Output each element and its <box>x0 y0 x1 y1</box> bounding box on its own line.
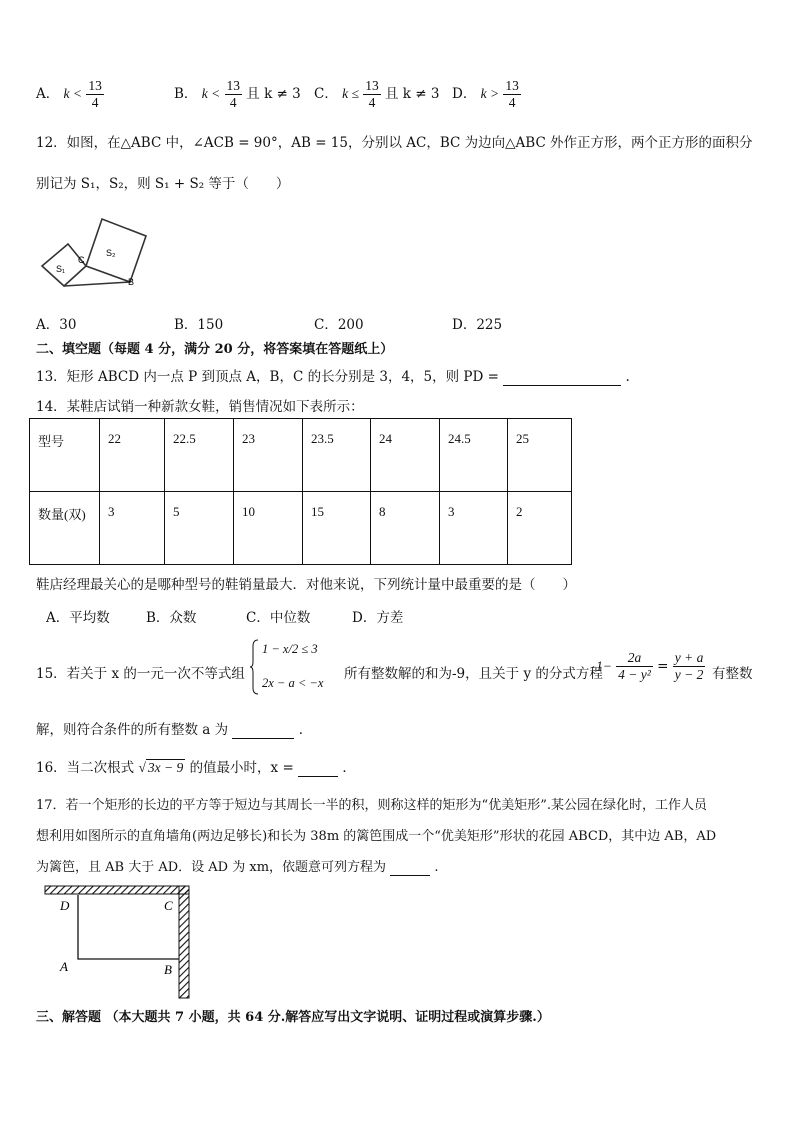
q13-answer-blank <box>503 369 621 386</box>
hypotenuse-ab <box>64 282 130 286</box>
fraction <box>363 78 381 111</box>
q17-line3-text: 为篱笆，且 AB 大于 AD．设 AD 为 xm，依题意可列方程为 <box>36 860 387 875</box>
q17-line3 <box>36 856 438 876</box>
denominator: 4 <box>229 95 237 110</box>
label-c: C <box>164 898 173 913</box>
q16-line <box>36 756 356 777</box>
fraction <box>225 78 243 111</box>
q15-line2 <box>36 718 312 739</box>
q13-question: 13．矩形 ABCD 内一点 P 到顶点 A，B，C 的长分别是 3，4，5，则 PD = <box>36 369 499 385</box>
square-s2 <box>86 219 146 282</box>
q15-line2-text: 解，则符合条件的所有整数 a 为 <box>36 722 229 738</box>
table-cell: 24 <box>371 419 440 492</box>
q15-inequality-2: 2x − a < −x <box>262 676 324 690</box>
table-cell: 8 <box>371 492 440 565</box>
table-row <box>30 419 572 492</box>
q11-option-a <box>36 78 104 111</box>
label-c: C <box>78 255 85 265</box>
q14-question: 鞋店经理最关心的是哪种型号的鞋销量最大．对他来说，下列统计量中最重要的是（ ） <box>36 577 576 593</box>
label-b: B <box>164 962 172 977</box>
table-cell: 24.5 <box>440 419 508 492</box>
q14-option-b: B．众数 <box>146 610 197 626</box>
table-header-size: 型号 <box>30 419 100 492</box>
q12-line1: 12．如图，在△ABC 中，∠ACB = 90°，AB = 15，分别以 AC，BC 为边向△ABC 外作正方形，两个正方形的面积分 <box>36 135 753 151</box>
table-cell: 3 <box>100 492 165 565</box>
table-row <box>30 492 572 565</box>
q12-option-c: C．200 <box>314 317 364 333</box>
q12-line2: 别记为 S₁，S₂，则 S₁ + S₂ 等于（ ） <box>36 176 290 192</box>
q17-answer-blank <box>390 860 430 876</box>
q15-inequality-1: 1 − x/2 ≤ 3 <box>262 642 318 656</box>
top-wall <box>45 886 189 894</box>
q14-option-a: A．平均数 <box>46 610 110 626</box>
table-cell: 22.5 <box>165 419 234 492</box>
right-wall <box>179 886 189 998</box>
table-cell: 10 <box>234 492 303 565</box>
option-label: A． <box>36 86 60 102</box>
label-s1: S₁ <box>56 264 66 274</box>
label-d: D <box>60 898 70 913</box>
option-label: C． <box>314 86 338 102</box>
q15-inequality-system <box>250 638 330 696</box>
q15-period: ． <box>298 722 313 738</box>
option-condition: 且 k ≠ 3 <box>385 86 440 102</box>
numerator: 13 <box>226 78 240 93</box>
table-cell: 23 <box>234 419 303 492</box>
table-cell: 15 <box>303 492 371 565</box>
section3-heading: 三、解答题 （本大题共 7 小题，共 64 分.解答应写出文字说明、证明过程或演算步骤.） <box>36 1010 550 1025</box>
q16-answer-blank <box>298 760 338 777</box>
table-cell: 2 <box>508 492 572 565</box>
numerator: 13 <box>365 78 379 93</box>
table-cell: 22 <box>100 419 165 492</box>
fraction <box>86 78 104 111</box>
option-expr: k < <box>63 86 83 101</box>
option-expr: k ≤ <box>342 86 359 101</box>
q15-suffix: 有整数 <box>712 666 753 682</box>
label-s2: S₂ <box>106 248 116 258</box>
table-cell: 3 <box>440 492 508 565</box>
q14-intro: 14．某鞋店试销一种新款女鞋，销售情况如下表所示： <box>36 399 364 415</box>
q14-option-d: D．方差 <box>352 610 404 626</box>
q16-radicand: 3x − 9 <box>147 760 184 775</box>
denominator: 4 <box>91 95 99 110</box>
fraction: $\frac{y + a}{y - 2}$ <box>674 650 704 682</box>
q16-after: 的值最小时，x = <box>189 760 294 776</box>
table-header-count: 数量(双) <box>30 492 100 565</box>
q12-figure <box>38 214 178 290</box>
option-label: B． <box>174 86 198 102</box>
q11-option-b <box>174 78 301 111</box>
q16-period: ． <box>342 760 356 776</box>
table-cell: 5 <box>165 492 234 565</box>
option-expr: k < <box>201 86 221 101</box>
fraction: $\frac{2a}{\text{4 − y²}}$ <box>618 650 651 682</box>
label-a: A <box>60 959 68 974</box>
q12-option-a: A．30 <box>36 317 77 333</box>
q17-line1: 17．若一个矩形的长边的平方等于短边与其周长一半的积，则称这样的矩形为“优美矩形”.某公园在绿化时，工作人员 <box>36 798 707 813</box>
shoe-sales-table <box>29 418 572 565</box>
q11-option-d <box>452 78 521 111</box>
q15-prefix: 15．若关于 x 的一元一次不等式组 <box>36 666 245 682</box>
q17-line2: 想利用如图所示的直角墙角(两边足够长)和长为 38m 的篱笆围成一个“优美矩形”形状的花园 ABCD，其中边 AB，AD <box>36 829 717 844</box>
fraction <box>503 78 521 111</box>
denominator: 4 <box>508 95 516 110</box>
q13-period: . <box>625 369 630 385</box>
table-cell: 23.5 <box>303 419 371 492</box>
q15-middle: 所有整数解的和为-9，且关于 y 的分式方程 <box>344 666 603 682</box>
option-condition: 且 k ≠ 3 <box>246 86 301 102</box>
q14-option-c: C．中位数 <box>246 610 311 626</box>
q12-option-b: B．150 <box>174 317 224 333</box>
q15-answer-blank <box>232 722 294 739</box>
option-label: D． <box>452 86 477 102</box>
sqrt-icon: √ <box>138 760 146 775</box>
q17-period: . <box>434 860 439 875</box>
option-expr: k > <box>480 86 500 101</box>
q13-text <box>36 365 630 386</box>
label-b: B <box>128 277 135 287</box>
q16-text: 16．当二次根式 <box>36 760 135 776</box>
q15-equation: 1− $\frac{2a}{\text{4 − y²}}$ = $\frac{y + a}{y - 2}$ <box>596 650 704 682</box>
table-cell: 25 <box>508 419 572 492</box>
q17-figure <box>40 882 200 1002</box>
brace-icon <box>250 638 260 696</box>
denominator: 4 <box>368 95 376 110</box>
numerator: 13 <box>88 78 102 93</box>
section2-heading: 二、填空题（每题 4 分，满分 20 分，将答案填在答题纸上） <box>36 342 394 357</box>
q12-option-d: D．225 <box>452 317 503 333</box>
q11-option-c <box>314 78 439 111</box>
numerator: 13 <box>505 78 519 93</box>
